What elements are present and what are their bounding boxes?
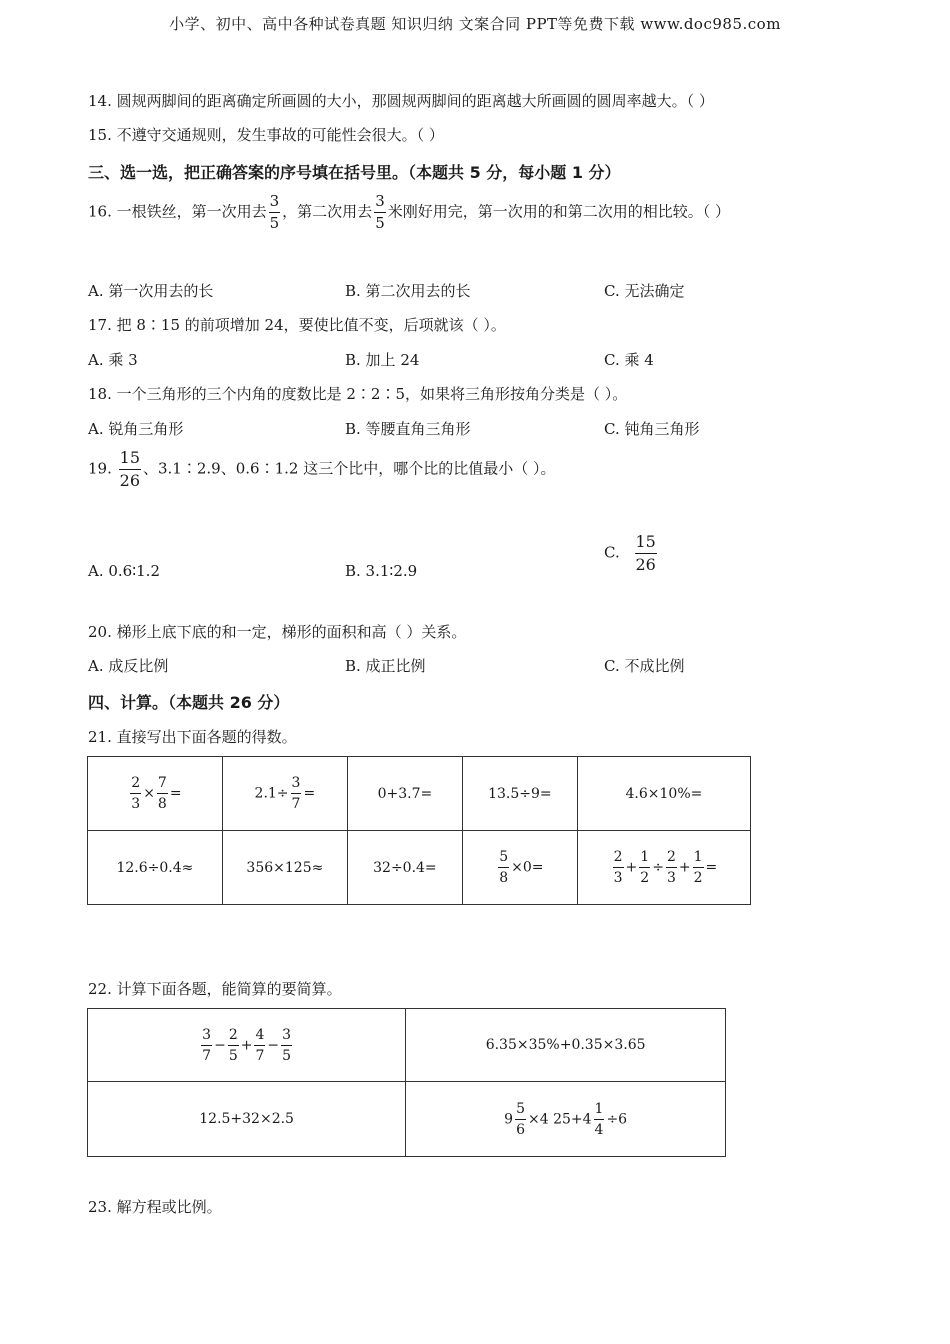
page-header: 小学、初中、高中各种试卷真题 知识归纳 文案合同 PPT等免费下载 www.doc985.com bbox=[169, 15, 781, 33]
calc-cell: $\frac{2}{3}$ × $\frac{7}{8}$ = bbox=[88, 757, 223, 831]
q18-option-b: B. 等腰直角三角形 bbox=[345, 420, 471, 438]
q17-option-a: A. 乘 3 bbox=[88, 351, 138, 369]
q18-option-a: A. 锐角三角形 bbox=[88, 420, 184, 438]
question-20: 20. 梯形上底下底的和一定，梯形的面积和高（ ）关系。 bbox=[88, 623, 467, 641]
calc-cell: 32÷0.4= bbox=[347, 831, 462, 905]
calc-cell: 9 $\frac{5}{6}$ ×4 25+4 $\frac{1}{4}$ ÷6 bbox=[406, 1082, 726, 1157]
q16-fraction-1: $\frac{3}{5}$ bbox=[269, 192, 280, 232]
q16-text-1: 16. 一根铁丝，第一次用去 bbox=[88, 202, 267, 221]
q17-option-b: B. 加上 24 bbox=[345, 351, 420, 369]
question-16 bbox=[88, 194, 730, 231]
q19-option-c bbox=[604, 534, 659, 573]
q20-option-a: A. 成反比例 bbox=[88, 657, 169, 675]
q19-option-b: B. 3.1∶2.9 bbox=[345, 562, 418, 580]
q16-text-2: ，第二次用去 bbox=[282, 202, 373, 221]
calc-cell: $\frac{5}{8}$ ×0= bbox=[462, 831, 577, 905]
section-4-title: 四、计算。（本题共 26 分） bbox=[88, 693, 290, 712]
q16-fraction-2: $\frac{3}{5}$ bbox=[375, 192, 385, 232]
question-17: 17. 把 8∶15 的前项增加 24，要使比值不变，后项就该（ ）。 bbox=[88, 316, 506, 334]
q19-option-c-fraction: $\frac{15}{26}$ bbox=[635, 532, 656, 574]
q19-number: 19. bbox=[88, 459, 112, 478]
q16-option-a: A. 第一次用去的长 bbox=[88, 282, 214, 300]
calc-cell: 12.6÷0.4≈ bbox=[88, 831, 223, 905]
q19-fraction: $\frac{15}{26}$ bbox=[119, 448, 140, 490]
calc-cell: $\frac{2}{3}$ + $\frac{1}{2}$ ÷ $\frac{2}{3}$ + $\frac{1}{2}$ = bbox=[577, 831, 750, 905]
q16-text-3: 米刚好用完，第一次用的和第二次用的相比较。（ ） bbox=[387, 202, 731, 221]
question-19 bbox=[88, 450, 555, 489]
q19-text: 、3.1∶2.9、0.6∶1.2 这三个比中，哪个比的比值最小（ ）。 bbox=[143, 459, 556, 478]
simplify-calc-table bbox=[87, 1008, 726, 1157]
q18-option-c: C. 钝角三角形 bbox=[604, 420, 700, 438]
q16-option-c: C. 无法确定 bbox=[604, 282, 685, 300]
calc-cell: 356×125≈ bbox=[222, 831, 347, 905]
calc-cell: 2.1÷ $\frac{3}{7}$ = bbox=[222, 757, 347, 831]
calc-cell: 0+3.7= bbox=[347, 757, 462, 831]
q16-option-b: B. 第二次用去的长 bbox=[345, 282, 471, 300]
calc-cell: 13.5÷9= bbox=[462, 757, 577, 831]
question-22: 22. 计算下面各题，能简算的要简算。 bbox=[88, 980, 342, 998]
calc-cell: 12.5+32×2.5 bbox=[88, 1082, 406, 1157]
question-23: 23. 解方程或比例。 bbox=[88, 1198, 222, 1216]
q20-option-b: B. 成正比例 bbox=[345, 657, 426, 675]
q19-option-a: A. 0.6∶1.2 bbox=[88, 562, 160, 580]
q17-option-c: C. 乘 4 bbox=[604, 351, 654, 369]
question-14: 14. 圆规两脚间的距离确定所画圆的大小，那圆规两脚间的距离越大所画圆的圆周率越大。（ ） bbox=[88, 92, 714, 110]
mental-calc-table bbox=[87, 756, 751, 905]
question-21: 21. 直接写出下面各题的得数。 bbox=[88, 728, 297, 746]
section-3-title: 三、选一选，把正确答案的序号填在括号里。（本题共 5 分，每小题 1 分） bbox=[88, 163, 621, 182]
q19-option-c-label: C. bbox=[604, 543, 620, 562]
q20-option-c: C. 不成比例 bbox=[604, 657, 685, 675]
question-18: 18. 一个三角形的三个内角的度数比是 2∶2∶5，如果将三角形按角分类是（ ）。 bbox=[88, 385, 628, 403]
calc-cell: 4.6×10%= bbox=[577, 757, 750, 831]
question-15: 15. 不遵守交通规则，发生事故的可能性会很大。（ ） bbox=[88, 126, 444, 144]
calc-cell: $\frac{3}{7}$ − $\frac{2}{5}$ + $\frac{4}{7}$ − $\frac{3}{5}$ bbox=[88, 1009, 406, 1082]
calc-cell: 6.35×35%+0.35×3.65 bbox=[406, 1009, 726, 1082]
